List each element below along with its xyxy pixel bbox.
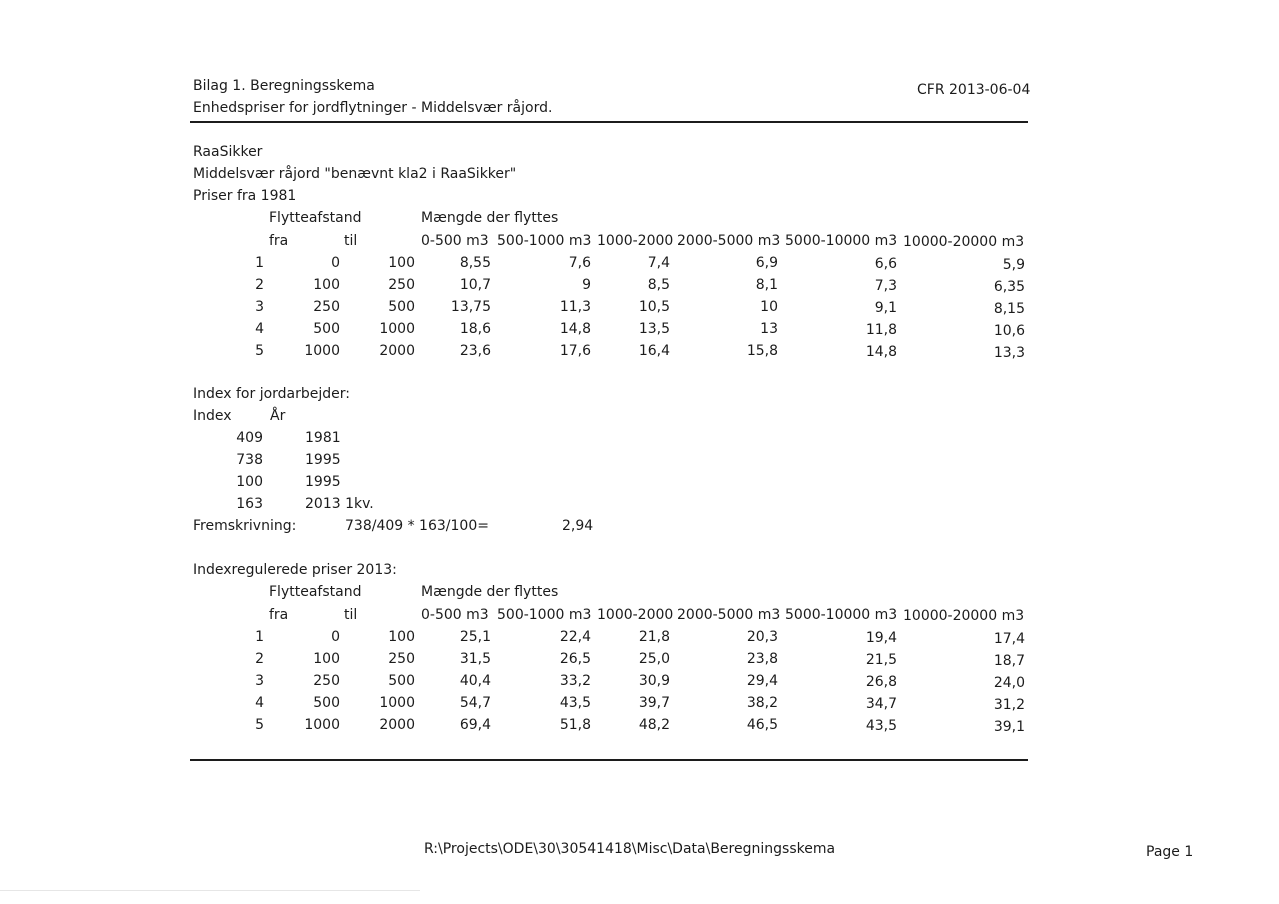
footer-divider	[190, 759, 1028, 761]
row-number: 2	[255, 651, 264, 667]
distance-from: 1000	[304, 717, 340, 733]
distance-group-label: Flytteafstand	[269, 210, 362, 226]
row-number: 3	[255, 673, 264, 689]
price-cell: 10	[760, 299, 778, 315]
column-header-quantity: 0-500 m3	[421, 233, 489, 249]
row-number: 1	[255, 255, 264, 271]
price-cell: 51,8	[559, 717, 591, 733]
column-header-quantity: 1000-2000	[597, 607, 674, 623]
price-cell: 18,7	[993, 653, 1025, 669]
distance-to: 2000	[379, 717, 415, 733]
price-cell: 69,4	[459, 717, 491, 733]
distance-from: 100	[313, 277, 340, 293]
column-header-quantity: 2000-5000 m3	[677, 607, 781, 623]
price-cell: 31,2	[993, 697, 1025, 713]
distance-to: 1000	[379, 695, 415, 711]
price-cell: 14,8	[865, 344, 897, 360]
row-number: 1	[255, 629, 264, 645]
distance-to: 250	[388, 651, 415, 667]
price-cell: 6,6	[874, 256, 897, 272]
price-cell: 25,1	[459, 629, 491, 645]
distance-from: 500	[313, 321, 340, 337]
scan-artifact-line	[0, 890, 420, 891]
price-cell: 30,9	[638, 673, 670, 689]
index-year: 1995	[305, 474, 341, 490]
price-cell: 18,6	[459, 321, 491, 337]
price-cell: 54,7	[459, 695, 491, 711]
document-title: Enhedspriser for jordflytninger - Middelsvær råjord.	[193, 100, 553, 116]
row-number: 4	[255, 321, 264, 337]
price-cell: 19,4	[865, 630, 897, 646]
projection-result: 2,94	[562, 518, 594, 534]
column-header-quantity: 5000-10000 m3	[785, 233, 898, 249]
column-header-quantity: 500-1000 m3	[497, 607, 592, 623]
price-cell: 48,2	[638, 717, 670, 733]
price-cell: 40,4	[459, 673, 491, 689]
column-header-quantity: 10000-20000 m3	[903, 608, 1025, 624]
price-cell: 17,6	[559, 343, 591, 359]
row-number: 5	[255, 717, 264, 733]
distance-to: 100	[388, 255, 415, 271]
price-cell: 39,1	[993, 719, 1025, 735]
price-cell: 33,2	[559, 673, 591, 689]
row-number: 5	[255, 343, 264, 359]
price-cell: 6,9	[755, 255, 778, 271]
index-year: 1981	[305, 430, 341, 446]
distance-to: 500	[388, 673, 415, 689]
distance-to: 500	[388, 299, 415, 315]
quantity-group-label: Mængde der flyttes	[421, 584, 559, 600]
source-name: RaaSikker	[193, 144, 263, 160]
index-column-header: Index	[193, 408, 232, 424]
projection-label: Fremskrivning:	[193, 518, 297, 534]
price-cell: 23,8	[746, 651, 778, 667]
distance-group-label: Flytteafstand	[269, 584, 362, 600]
document-reference: CFR 2013-06-04	[917, 82, 1031, 98]
price-cell: 7,4	[647, 255, 670, 271]
index-value: 409	[236, 430, 263, 446]
quantity-group-label: Mængde der flyttes	[421, 210, 559, 226]
price-cell: 6,35	[993, 279, 1025, 295]
price-cell: 26,5	[559, 651, 591, 667]
page-number: Page 1	[1146, 844, 1194, 860]
price-cell: 24,0	[993, 675, 1025, 691]
price-cell: 25,0	[638, 651, 670, 667]
column-header-quantity: 10000-20000 m3	[903, 234, 1025, 250]
column-header-to: til	[344, 233, 358, 249]
price-cell: 7,3	[874, 278, 897, 294]
column-header-quantity: 500-1000 m3	[497, 233, 592, 249]
price-cell: 21,5	[865, 652, 897, 668]
index-value: 163	[236, 496, 263, 512]
header-divider	[190, 121, 1028, 123]
price-cell: 13,3	[993, 345, 1025, 361]
column-header-from: fra	[269, 607, 289, 623]
distance-from: 1000	[304, 343, 340, 359]
soil-description: Middelsvær råjord "benævnt kla2 i RaaSikker"	[193, 166, 517, 182]
price-cell: 23,6	[459, 343, 491, 359]
file-path: R:\Projects\ODE\30\30541418\Misc\Data\Beregningsskema	[424, 841, 836, 857]
price-cell: 20,3	[746, 629, 778, 645]
table2-title: Indexregulerede priser 2013:	[193, 562, 397, 578]
price-cell: 9,1	[874, 300, 897, 316]
column-header-quantity: 5000-10000 m3	[785, 607, 898, 623]
index-year: 2013 1kv.	[305, 496, 374, 512]
distance-to: 250	[388, 277, 415, 293]
price-cell: 21,8	[638, 629, 670, 645]
index-value: 100	[236, 474, 263, 490]
index-year: 1995	[305, 452, 341, 468]
column-header-quantity: 1000-2000	[597, 233, 674, 249]
column-header-from: fra	[269, 233, 289, 249]
price-cell: 26,8	[865, 674, 897, 690]
price-cell: 11,3	[559, 299, 591, 315]
column-header-quantity: 2000-5000 m3	[677, 233, 781, 249]
price-cell: 9	[582, 277, 591, 293]
index-value: 738	[236, 452, 263, 468]
distance-to: 2000	[379, 343, 415, 359]
distance-to: 1000	[379, 321, 415, 337]
row-number: 4	[255, 695, 264, 711]
price-cell: 10,6	[993, 323, 1025, 339]
price-cell: 10,7	[459, 277, 491, 293]
price-cell: 22,4	[559, 629, 591, 645]
column-header-to: til	[344, 607, 358, 623]
price-cell: 29,4	[746, 673, 778, 689]
price-cell: 13,75	[450, 299, 491, 315]
row-number: 2	[255, 277, 264, 293]
price-cell: 39,7	[638, 695, 670, 711]
row-number: 3	[255, 299, 264, 315]
price-cell: 13	[760, 321, 778, 337]
distance-from: 0	[331, 629, 340, 645]
price-cell: 38,2	[746, 695, 778, 711]
price-cell: 10,5	[638, 299, 670, 315]
index-section-title: Index for jordarbejder:	[193, 386, 350, 402]
year-column-header: År	[270, 408, 286, 424]
price-cell: 8,1	[755, 277, 778, 293]
price-cell: 8,5	[647, 277, 670, 293]
distance-to: 100	[388, 629, 415, 645]
price-cell: 16,4	[638, 343, 670, 359]
price-cell: 15,8	[746, 343, 778, 359]
projection-formula: 738/409 * 163/100=	[345, 518, 489, 534]
column-header-quantity: 0-500 m3	[421, 607, 489, 623]
price-cell: 8,55	[459, 255, 491, 271]
price-cell: 43,5	[865, 718, 897, 734]
price-cell: 5,9	[1002, 257, 1025, 273]
price-cell: 13,5	[638, 321, 670, 337]
distance-from: 0	[331, 255, 340, 271]
distance-from: 250	[313, 673, 340, 689]
distance-from: 500	[313, 695, 340, 711]
document-subtitle: Bilag 1. Beregningsskema	[193, 78, 375, 94]
distance-from: 250	[313, 299, 340, 315]
price-cell: 34,7	[865, 696, 897, 712]
price-cell: 17,4	[993, 631, 1025, 647]
price-cell: 7,6	[568, 255, 591, 271]
price-base-year: Priser fra 1981	[193, 188, 297, 204]
price-cell: 14,8	[559, 321, 591, 337]
price-cell: 31,5	[459, 651, 491, 667]
price-cell: 8,15	[993, 301, 1025, 317]
price-cell: 46,5	[746, 717, 778, 733]
distance-from: 100	[313, 651, 340, 667]
price-cell: 43,5	[559, 695, 591, 711]
price-cell: 11,8	[865, 322, 897, 338]
